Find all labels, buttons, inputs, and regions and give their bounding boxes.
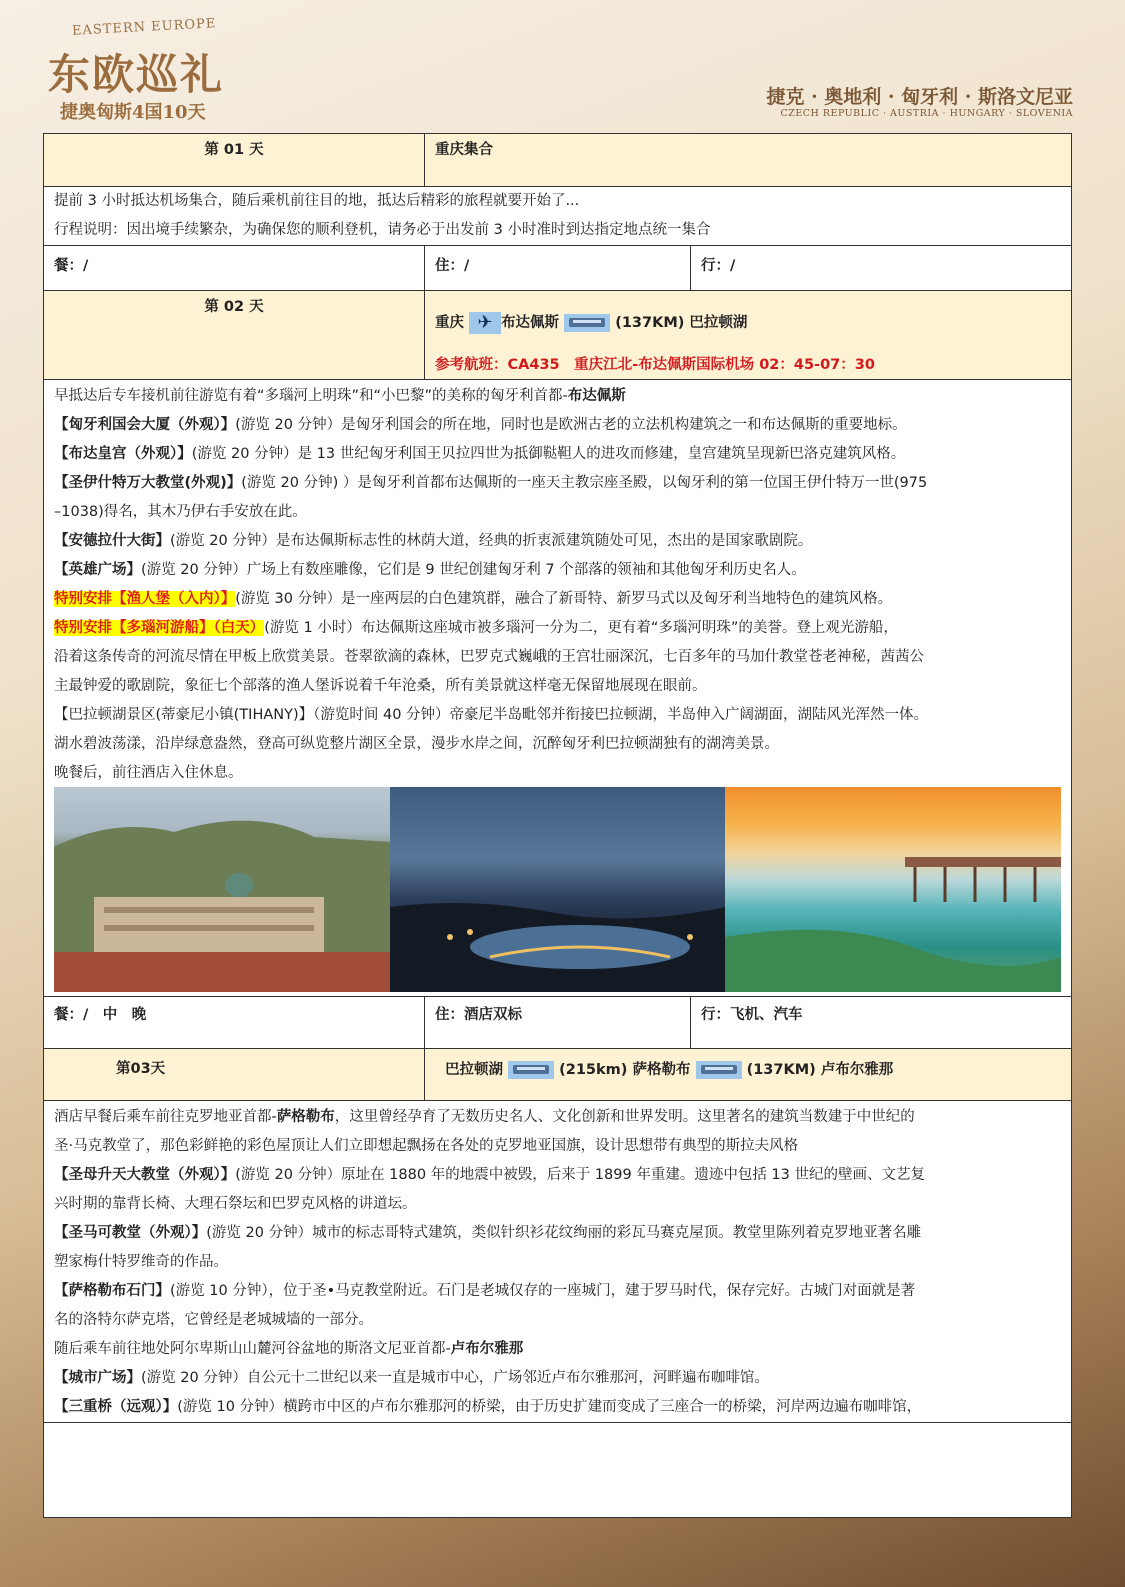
day3-p1-bold: 萨格勒布	[276, 1109, 335, 1125]
photo-buda-castle-art	[54, 787, 390, 992]
photo-balaton-sunset-art	[725, 787, 1061, 992]
photo-strip	[54, 787, 1061, 992]
day2-p3-text: (游览 20 分钟）是 13 世纪匈牙利国王贝拉四世为抵御鞑靼人的进攻而修建，皇宫建筑呈现新巴洛克建筑风格。	[191, 446, 906, 462]
day1-body	[44, 187, 1071, 246]
attraction-triple-bridge: 【三重桥（远观）】	[54, 1399, 178, 1415]
photo-balaton-sunset	[725, 787, 1061, 992]
day2-stay: 住：酒店双标	[424, 997, 690, 1048]
empty-row	[44, 1423, 1071, 1517]
day2-label: 第 02 天	[204, 299, 264, 315]
route-countries-cn: 捷克 · 奥地利 · 匈牙利 · 斯洛文尼亚	[766, 86, 1073, 108]
day1-title: 重庆集合	[424, 134, 1071, 186]
day2-p7	[54, 585, 1063, 614]
day2-p8-text: (游览 1 小时）布达佩斯这座城市被多瑙河一分为二，更有着“多瑙河明珠”的美誉。登上观光游船，	[264, 620, 898, 636]
day1-header	[44, 134, 1071, 187]
day2-p1	[54, 382, 1063, 411]
day1-label: 第 01 天	[204, 142, 264, 158]
day3-p5-pre: 随后乘车前往地处阿尔卑斯山山麓河谷盆地的斯洛文尼亚首都-	[54, 1341, 451, 1357]
day3-p4-text: (游览 10 分钟），位于圣•马克教堂附近。石门是老城仅存的一座城门，建于罗马时代，保存完好。古城门对面就是著	[170, 1283, 916, 1299]
attraction-heroes-square: 【英雄广场】	[54, 562, 141, 578]
day2-p1-text: 早抵达后专车接机前往游览有着“多瑙河上明珠”和“小巴黎”的美称的匈牙利首都-	[54, 388, 568, 404]
day2-info-row	[44, 997, 1071, 1049]
day2-p2-text: (游览 20 分钟）是匈牙利国会的所在地，同时也是欧洲古老的立法机构建筑之一和布达佩斯的重要地标。	[235, 417, 907, 433]
day2-header	[44, 291, 1071, 380]
day2-route	[435, 311, 747, 334]
day1-stay: 住：/	[424, 246, 690, 290]
day2-p6-text: (游览 20 分钟）广场上有数座雕像，它们是 9 世纪创建匈牙利 7 个部落的领袖和其他匈牙利历史名人。	[141, 562, 806, 578]
day3-label: 第03天	[116, 1061, 166, 1077]
day2-p5-text: (游览 20 分钟）是布达佩斯标志性的林荫大道，经典的折衷派建筑随处可见，杰出的是国家歌剧院。	[170, 533, 813, 549]
logo-title: 东欧巡礼	[48, 50, 225, 99]
logo-english: EASTERN EUROPE	[71, 16, 217, 39]
day2-p2	[54, 411, 1063, 440]
photo-danube-night	[390, 787, 726, 992]
day3-p5-bold: 卢布尔雅那	[450, 1341, 524, 1357]
attraction-cathedral: 【圣母升天大教堂（外观）】	[54, 1167, 236, 1183]
day2-p10: 晚餐后，前往酒店入住休息。	[54, 765, 243, 781]
attraction-buda-castle: 【布达皇宫（外观）】	[54, 446, 192, 462]
day2-route-dist: (137KM) 巴拉顿湖	[615, 315, 748, 331]
day3-p7-text: (游览 10 分钟）横跨市中区的卢布尔雅那河的桥梁，由于历史扩建而变成了三座合一的桥梁，河岸两边遍布咖啡馆，	[177, 1399, 922, 1415]
day2-meal: 餐：/ 中 晚	[54, 1007, 147, 1023]
day2-p5	[54, 527, 1063, 556]
day3-p1	[54, 1103, 1063, 1132]
day3-p2b: 兴时期的靠背长椅、大理石祭坛和巴罗克风格的讲道坛。	[54, 1196, 417, 1212]
bus-icon	[564, 314, 610, 332]
day3-p6	[54, 1364, 1063, 1393]
day3-p4	[54, 1277, 1063, 1306]
logo-subtitle: 捷奥匈斯4国10天	[60, 102, 206, 123]
attraction-st-mark: 【圣马可教堂（外观）】	[54, 1225, 207, 1241]
day2-route-cell	[424, 291, 1071, 379]
day2-p4	[54, 469, 1063, 498]
day3-p1b: 圣·马克教堂了，那色彩鲜艳的彩色屋顶让人们立即想起飘扬在各处的克罗地亚国旗，设计思想带有典型的斯拉夫风格	[54, 1138, 799, 1154]
day2-p6	[54, 556, 1063, 585]
day1-line2: 行程说明：因出境手续繁杂，为确保您的顺利登机，请务必于出发前 3 小时准时到达指定地点统一集合	[54, 222, 711, 238]
bus-icon	[696, 1061, 742, 1079]
day3-p1-text: ，这里曾经孕育了无数历史名人、文化创新和世界发明。这里著名的建筑当数建于中世纪的	[334, 1109, 915, 1125]
route-countries-en: CZECH REPUBLIC · AUSTRIA · HUNGARY · SLOVENIA	[780, 108, 1073, 119]
day3-p3b: 塑家梅什特罗维奇的作品。	[54, 1254, 228, 1270]
day1-line1: 提前 3 小时抵达机场集合，随后乘机前往目的地，抵达后精彩的旅程就要开始了...	[54, 193, 580, 209]
day1-transport: 行：/	[690, 246, 1071, 290]
day3-p3	[54, 1219, 1063, 1248]
attraction-stone-gate: 【萨格勒布石门】	[54, 1283, 170, 1299]
photo-danube-night-art	[390, 787, 726, 992]
day2-route-mid: 布达佩斯	[501, 315, 560, 331]
day2-flight: 参考航班：CA435 重庆江北-布达佩斯国际机场 02：45-07：30	[435, 357, 875, 373]
page-header	[0, 0, 1125, 130]
day2-p9b: 湖水碧波荡漾，沿岸绿意盎然，登高可纵览整片湖区全景，漫步水岸之间，沉醉匈牙利巴拉顿湖独有的湖湾美景。	[54, 736, 779, 752]
day2-body	[44, 380, 1071, 997]
day2-p8c: 主最钟爱的歌剧院，象征七个部落的渔人堡诉说着千年沧桑，所有美景就这样毫无保留地展现在眼前。	[54, 678, 707, 694]
attraction-parliament: 【匈牙利国会大厦（外观）】	[54, 417, 236, 433]
attraction-city-square: 【城市广场】	[54, 1370, 141, 1386]
day2-p8b: 沿着这条传奇的河流尽情在甲板上欣赏美景。苍翠欲滴的森林，巴罗克式巍峨的王宫壮丽深沉，七百多年的马加什教堂苍老神秘，茜茜公	[54, 649, 924, 665]
day2-transport: 行：飞机、汽车	[690, 997, 1071, 1048]
day3-p2	[54, 1161, 1063, 1190]
day3-p1-pre: 酒店早餐后乘车前往克罗地亚首都-	[54, 1109, 277, 1125]
day3-route-a: 巴拉顿湖	[445, 1062, 503, 1078]
day1-meal: 餐：/	[54, 258, 89, 274]
day3-route-cell	[424, 1049, 1071, 1100]
airplane-icon: ✈	[469, 312, 501, 334]
day2-route-from: 重庆	[435, 315, 464, 331]
day3-p6-text: (游览 20 分钟）自公元十二世纪以来一直是城市中心，广场邻近卢布尔雅那河，河畔遍布咖啡馆。	[141, 1370, 769, 1386]
day2-p4-text: (游览 20 分钟) ）是匈牙利首都布达佩斯的一座天主教宗座圣殿，以匈牙利的第一位国王伊什特万一世(975	[241, 475, 928, 491]
day3-route-b: (215km) 萨格勒布	[559, 1062, 691, 1078]
itinerary-table	[43, 133, 1072, 1518]
special-danube-cruise: 特别安排【多瑙河游船】（白天）	[54, 620, 265, 636]
photo-buda-castle	[54, 787, 390, 992]
day3-p3-text: (游览 20 分钟）城市的标志哥特式建筑，类似针织衫花纹绚丽的彩瓦马赛克屋顶。教堂里陈列着克罗地亚著名雕	[206, 1225, 922, 1241]
day2-p3	[54, 440, 1063, 469]
day2-p8	[54, 614, 1063, 643]
day3-route-c: (137KM) 卢布尔雅那	[746, 1062, 894, 1078]
day2-p1-bold: 布达佩斯	[567, 388, 626, 404]
day3-p5	[54, 1335, 1063, 1364]
day3-p7	[54, 1393, 1063, 1422]
attraction-st-stephen: 【圣伊什特万大教堂(外观)】	[54, 475, 242, 491]
day2-p7-text: (游览 30 分钟）是一座两层的白色建筑群，融合了新哥特、新罗马式以及匈牙利当地特色的建筑风格。	[235, 591, 893, 607]
day3-body	[44, 1101, 1071, 1423]
day3-header	[44, 1049, 1071, 1101]
day2-p4b: –1038)得名，其木乃伊右手安放在此。	[54, 504, 307, 520]
special-fishermans-bastion: 特别安排【渔人堡（入内）】	[54, 591, 236, 607]
bus-icon	[508, 1061, 554, 1079]
day3-p4b: 名的洛特尔萨克塔，它曾经是老城城墙的一部分。	[54, 1312, 373, 1328]
attraction-andrassy: 【安德拉什大街】	[54, 533, 170, 549]
day3-p2-text: (游览 20 分钟）原址在 1880 年的地震中被毁，后来于 1899 年重建。遗迹中包括 13 世纪的壁画、文艺复	[235, 1167, 925, 1183]
day3-route	[445, 1058, 893, 1079]
day2-p9: 【巴拉顿湖景区(蒂豪尼小镇(TIHANY)】（游览时间 40 分钟）帝豪尼半岛毗邻并衔接巴拉顿湖，半岛伸入广阔湖面，湖陆风光浑然一体。	[54, 707, 929, 723]
day1-info-row	[44, 246, 1071, 291]
